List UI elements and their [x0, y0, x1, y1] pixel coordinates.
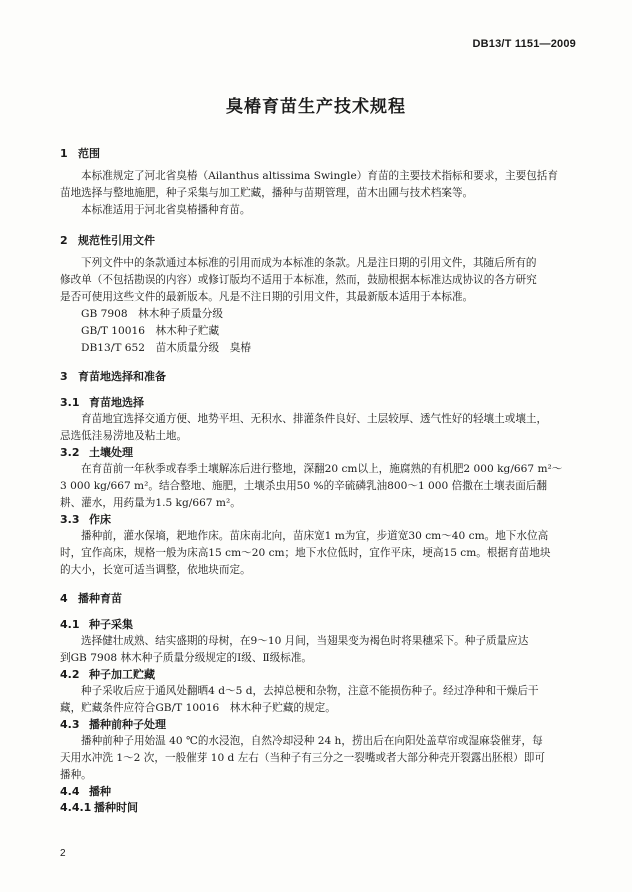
document-title: 臭椿育苗生产技术规程: [226, 97, 406, 117]
paragraph-line: 的大小，长宽可适当调整，依地块而定。: [60, 564, 251, 576]
paragraph-line: 时，宜作高床，规格一般为床高15 cm～20 cm；地下水位低时，宜作平床，埂高15 cm。根据育苗地块: [60, 547, 551, 559]
subsection-title: 播种: [89, 785, 111, 798]
paragraph-line: 在育苗前一年秋季或春季土壤解冻后进行整地，深翻20 cm以上，施腐熟的有机肥2 000 kg/667 m²～: [81, 463, 563, 475]
subsubsection-heading: [60, 800, 582, 816]
subsection-heading: [60, 395, 582, 411]
section-heading-scope: [60, 146, 582, 162]
paragraph-line: 播种。: [60, 769, 92, 781]
subsection-title: 育苗地选择: [89, 396, 144, 409]
section-number: 2: [60, 234, 68, 247]
section-title: 范围: [78, 147, 100, 160]
reference-code: GB/T 10016: [81, 325, 145, 337]
paragraph-line: 本标准适用于河北省臭椿播种育苗。: [81, 204, 251, 216]
document-code: DB13/T 1151—2009: [472, 38, 576, 50]
paragraph-line: 选择健壮成熟、结实盛期的母树，在9～10 月间，当翅果变为褐色时将果穗采下。种子质量应达: [81, 635, 529, 647]
subsection-heading: [60, 617, 582, 633]
subsection-title: 播种前种子处理: [89, 718, 166, 731]
reference-item: [60, 340, 582, 357]
section-title: 播种育苗: [78, 592, 122, 605]
reference-name: 林木种子质量分级: [138, 308, 223, 320]
subsection-number: 4.2: [60, 668, 80, 681]
subsection-heading: [60, 717, 582, 733]
paragraph-line: 是否可使用这些文件的最新版本。凡是不注日期的引用文件，其最新版本适用于本标准。: [60, 291, 474, 303]
reference-name: 林木种子贮藏: [155, 325, 220, 337]
subsection-title: 种子加工贮藏: [89, 668, 155, 681]
paragraph-line: 播种前种子用始温 40 ℃的水浸泡，自然冷却浸种 24 h，捞出后在向阳处盖草帘或湿麻袋催芽，每: [81, 735, 543, 747]
paragraph-line: 藏，贮藏条件应符合GB/T 10016 林木种子贮藏的规定。: [60, 702, 336, 714]
subsection-heading: [60, 445, 582, 461]
paragraph-line: 天用水冲洗 1～2 次，一般催芽 10 d 左右（当种子有三分之一裂嘴或者大部分种壳开裂露出胚根）即可: [60, 752, 545, 764]
subsection-number: 4.4: [60, 785, 80, 798]
paragraph-line: 育苗地宜选择交通方便、地势平坦、无积水、排灌条件良好、土层较厚、透气性好的轻壤土或壤土，: [81, 413, 548, 425]
subsection-title: 种子采集: [89, 618, 133, 631]
subsection-number: 3.3: [60, 513, 80, 526]
subsection-heading: [60, 667, 582, 683]
paragraph-line: 忌选低洼易涝地及粘土地。: [60, 430, 188, 442]
page-number: 2: [60, 848, 66, 859]
section-title: 规范性引用文件: [78, 234, 155, 247]
paragraph-line: 播种前，灌水保墒，耙地作床。苗床南北向，苗床宽1 m为宜，步道宽30 cm～40 cm。地下水位高: [81, 530, 549, 542]
section-number: 1: [60, 147, 68, 160]
subsection-title: 土壤处理: [89, 446, 133, 459]
paragraph-line: 修改单（不包括勘误的内容）或修订版均不适用于本标准，然而，鼓励根据本标准达成协议的各方研究: [60, 274, 537, 286]
reference-item: [60, 306, 582, 323]
section-number: 4: [60, 592, 68, 605]
paragraph-line: 到GB 7908 林木种子质量分级规定的Ⅰ级、Ⅱ级标准。: [60, 652, 313, 664]
subsection-heading: [60, 512, 582, 528]
subsection-number: 4.4.1: [60, 801, 92, 814]
section-heading-seeding: [60, 591, 582, 607]
subsection-number: 3.1: [60, 396, 80, 409]
paragraph-line: 苗地选择与整地施肥，种子采集与加工贮藏，播种与苗期管理，苗木出圃与技术档案等。: [60, 187, 474, 199]
reference-item: [60, 323, 582, 340]
section-heading-nursery-site: [60, 369, 582, 385]
subsection-number: 3.2: [60, 446, 80, 459]
reference-name: 苗木质量分级 臭椿: [155, 342, 251, 354]
subsection-number: 4.3: [60, 718, 80, 731]
paragraph-line: 下列文件中的条款通过本标准的引用而成为本标准的条款。凡是注日期的引用文件，其随后所有的: [81, 257, 537, 269]
reference-code: DB13/T 652: [81, 342, 145, 354]
subsection-heading: [60, 784, 582, 800]
paragraph-line: 耕、灌水，用药量为1.5 kg/667 m²。: [60, 497, 241, 509]
subsection-title: 播种时间: [94, 801, 138, 814]
document-body: [60, 146, 582, 816]
subsection-title: 作床: [89, 513, 111, 526]
subsection-number: 4.1: [60, 618, 80, 631]
paragraph-line: 3 000 kg/667 m²。结合整地、施肥，土壤杀虫用50 %的辛硫磷乳油800～1 000 倍撒在土壤表面后翻: [60, 480, 547, 492]
section-title: 育苗地选择和准备: [78, 370, 166, 383]
paragraph-line: 本标准规定了河北省臭椿（Ailanthus altissima Swingle）育苗的主要技术指标和要求，主要包括育: [81, 170, 558, 182]
section-heading-normative-references: [60, 233, 582, 249]
reference-code: GB 7908: [81, 308, 128, 320]
section-number: 3: [60, 370, 68, 383]
paragraph-line: 种子采收后应于通风处翻晒4 d～5 d，去掉总梗和杂物，注意不能损伤种子。经过净种和干燥后干: [81, 685, 539, 697]
